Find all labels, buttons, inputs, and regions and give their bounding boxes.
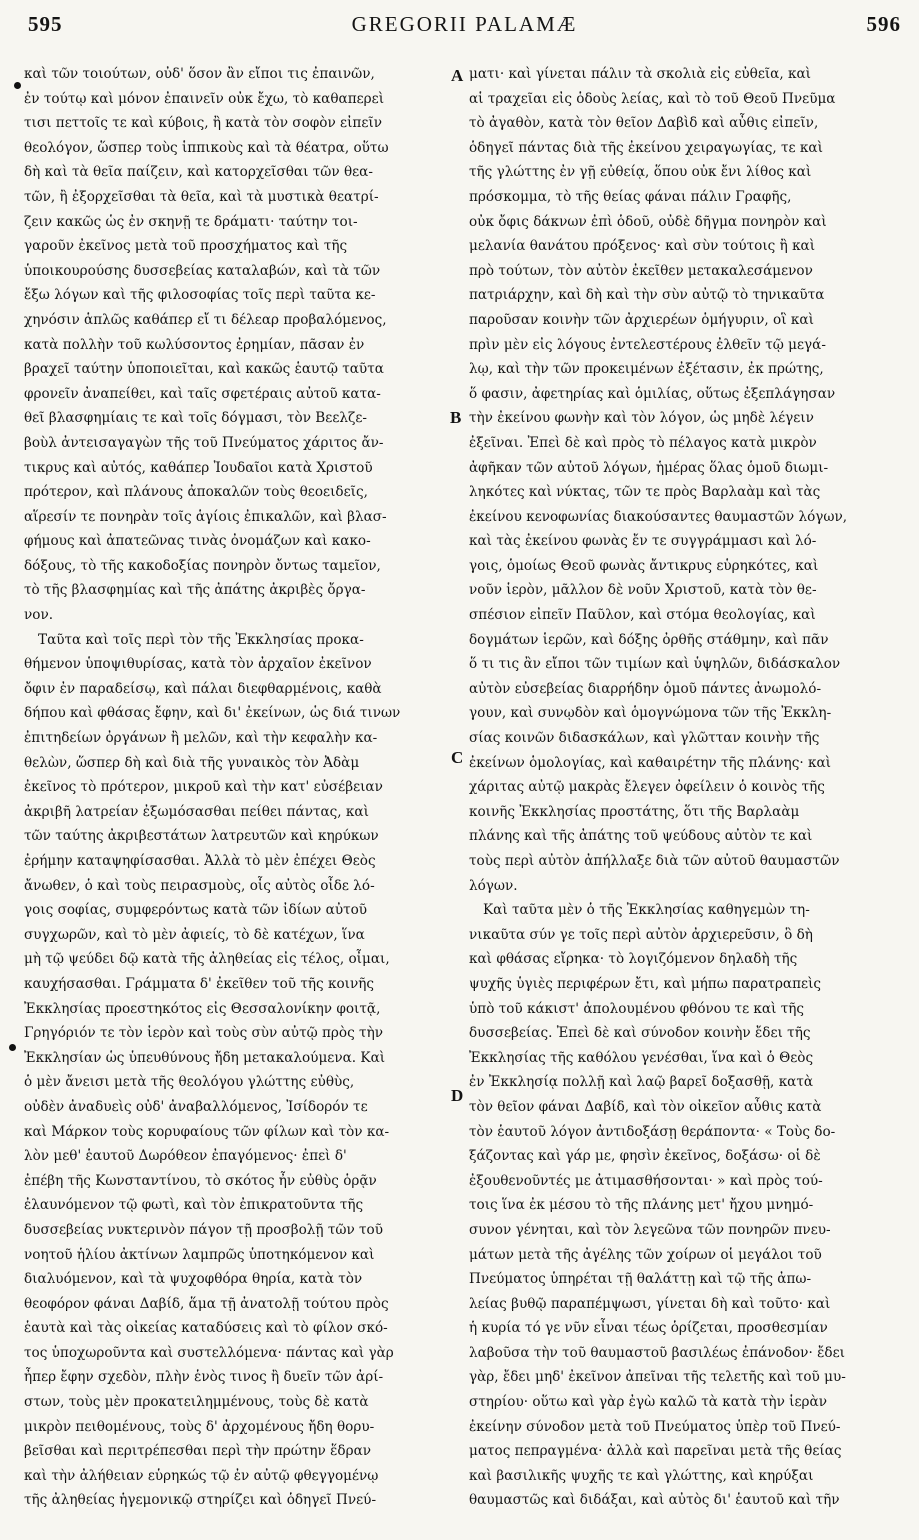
text-line: δόξους, τὸ τῆς κακοδοξίας πονηρὸν ὄντως ταμεῖον,	[24, 557, 381, 574]
text-line: ψυχῆς ὑγιὲς περιφέρων ἔτι, καὶ μήπω παρατραπεὶς	[469, 975, 822, 992]
text-line: θεοφόρον φάναι Δαβίδ, ἅμα τῇ ἀνατολῇ τούτου πρὸς	[24, 1295, 389, 1312]
margin-dot	[14, 82, 21, 89]
page-number-right: 596	[866, 11, 901, 36]
text-line: Γρηγόριόν τε τὸν ἱερὸν καὶ τοὺς σὺν αὐτῷ πρὸς τὴν	[24, 1025, 383, 1042]
text-line: τοις ἵνα ἐκ μέσου τὸ τῆς πλάνης μετ' ἤχου μνημό-	[469, 1197, 814, 1214]
text-line: ἦπερ ἔφην σχεδὸν, πλὴν ἑνὸς τινος ἢ δυεῖν τῶν ἀρί-	[24, 1369, 384, 1386]
page-number-left: 595	[28, 11, 63, 36]
text-line: τὸ τῆς βλασφημίας καὶ τῆς ἀπάτης ἀκριβὲς ὄργα-	[24, 582, 366, 599]
text-line: τικρυς καὶ αὐτός, καθάπερ Ἰουδαῖοι κατὰ Χριστοῦ	[24, 459, 373, 476]
text-line: σίας κοινῶν διδασκάλων, καὶ γλῶτταν κοινὴν τῆς	[469, 730, 820, 747]
page-header	[28, 6, 901, 42]
text-line: ἐκείνων ὁμολογίας, καὶ καθαιρέτην τῆς πλάνης· καὶ	[469, 754, 831, 771]
text-line: παροῦσαν κοινὴν τῶν ἀρχιερέων ὁμήγυριν, οἳ καὶ	[469, 311, 814, 328]
text-line: ὁδηγεῖ πάντας διὰ τῆς ἐκείνου χειραγωγίας, τε καὶ	[469, 139, 823, 156]
text-line: βεῖσθαι καὶ περιτρέπεσθαι περὶ τὴν πρώτην ἕδραν	[24, 1443, 372, 1460]
text-line: δογμάτων ἱερῶν, καὶ δόξης ὀρθῆς στάθμην, καὶ πᾶν	[469, 631, 829, 648]
text-line: τῆς ἀληθείας ἡγεμονικῷ στηρίζει καὶ ὁδηγεῖ Πνεύ-	[24, 1492, 377, 1509]
text-line: ἐξουθενοῦντές με ἀτιμασθήσονται· » καὶ πρὸς τού-	[469, 1172, 823, 1189]
text-line: πρὸ τούτων, τὸν αὐτὸν ἐκεῖθεν μετακαλεσάμενον	[469, 262, 813, 279]
text-line: φρονεῖν ἀναπείθει, καὶ ταῖς σφετέραις αὐτοῦ κατα-	[24, 385, 381, 402]
text-line: Πνεύματος ὑπηρέται τῇ θαλάττῃ καὶ τῷ τῆς ἀπω-	[469, 1271, 812, 1288]
text-line: θεῖ βλασφημίαις τε καὶ τοῖς δόγμασι, τὸν Βεελζε-	[24, 410, 368, 427]
text-line: τῶν ταύτης ἀκριβεστάτων λατρευτῶν καὶ κηρύκων	[24, 828, 379, 845]
text-line: γὰρ, ἔδει μηδ' ἐκεῖνον ἀπεῖναι τῆς τελετῆς καὶ τοῦ μυ-	[469, 1369, 846, 1386]
text-line: ἐκεῖνος τὸ πρότερον, μικροῦ καὶ τὴν κατ' εὐσέβειαν	[24, 779, 383, 796]
text-line: μὴ τῷ ψεύδει δῷ κατὰ τῆς ἀληθείας εἰς τέλος, οἶμαι,	[24, 951, 390, 968]
text-line: λαβοῦσα τὴν τοῦ θαυμαστοῦ βασιλέως ἐπάνοδον· ἔδει	[469, 1344, 845, 1361]
text-line: τισι πεττοῖς τε καὶ κύβοις, ἢ κατὰ τὸν σοφὸν εἰπεῖν	[24, 115, 382, 132]
text-line: ὄφιν ἐν παραδείσῳ, καὶ πάλαι διεφθαρμένοις, καθὰ	[24, 680, 382, 697]
text-line: τῶν, ἢ ἐξορχεῖσθαι τὰ θεῖα, καὶ τὰ μυστικὰ θεατρί-	[24, 188, 379, 205]
text-line: ματος πεπραγμένα· ἀλλὰ καὶ παρεῖναι μετὰ τῆς θείας	[469, 1443, 842, 1460]
text-line: συνον γένηται, καὶ τὸν λεγεῶνα τῶν πονηρῶν πνευ-	[469, 1221, 831, 1238]
text-line: νικαῦτα σύν γε τοῖς περὶ αὐτὸν ἀρχιερεῦσιν, ὃ δὴ	[469, 926, 813, 943]
text-line: λόγων.	[469, 877, 518, 894]
text-line: τὸν θεῖον φάναι Δαβίδ, καὶ τὸν οἰκεῖον αὖθις κατὰ	[469, 1098, 822, 1115]
text-line: μικρὸν πειθομένους, τοὺς δ' ἀρχομένους ἤδη θορυ-	[24, 1418, 375, 1435]
text-line: γοις, ὁμοίως Θεοῦ φωνὰς ἄντικρυς εὑρηκότες, καὶ	[469, 557, 819, 574]
text-line: βοὺλ ἀντεισαγαγὼν τῆς τοῦ Πνεύματος χάριτος ἄν-	[24, 434, 384, 451]
text-line: θήμενον ὑποψιθυρίσας, κατὰ τὸν ἀρχαῖον ἐκεῖνον	[24, 656, 372, 673]
text-line: πρόσκομμα, τὸ τῆς θείας φάναι πάλιν Γραφῆς,	[469, 188, 792, 205]
text-line: ὁ μὲν ἄνεισι μετὰ τῆς θεολόγου γλώττης εὐθὺς,	[24, 1074, 355, 1091]
text-line: Ἐκκλησίαν ὡς ὑπευθύνους ἤδη μετακαλούμενα. Καὶ	[24, 1049, 386, 1066]
section-marker-d: D	[451, 1086, 464, 1105]
section-marker-a: A	[451, 66, 464, 85]
text-line: ὑπὸ τοῦ κάκιστ' ἀπολουμένου φθόνου τε καὶ τῆς	[469, 1000, 805, 1017]
text-line: στων, τοὺς μὲν προκατειλημμένους, τοὺς δὲ κατὰ	[24, 1394, 369, 1411]
text-line: κοινῆς Ἐκκλησίας προστάτης, ὅτι τῆς Βαρλαὰμ	[469, 803, 800, 820]
text-line: ἄνωθεν, ὁ καὶ τοὺς πειρασμοὺς, οἷς αὐτὸς οἶδε λό-	[24, 877, 375, 894]
text-line: χάριτας αὐτῷ μακρὰς ἔλεγεν ὀφείλειν ὁ κοινὸς τῆς	[469, 779, 825, 796]
text-line: νοῦν ἱερὸν, μᾶλλον δὲ νοῦν Χριστοῦ, κατὰ τὸν θε-	[469, 582, 817, 599]
margin-dot	[9, 1044, 16, 1051]
text-line: θαυμαστῶς καὶ διδάξαι, καὶ αὐτὸς δι' ἑαυτοῦ καὶ τῆν	[469, 1492, 840, 1509]
text-line: κατὰ πολλὴν τοῦ κωλύσοντος ἐρημίαν, πᾶσαν ἐν	[24, 336, 365, 353]
text-line: ἐξεῖναι. Ἐπεὶ δὲ καὶ πρὸς τὸ πέλαγος κατὰ μικρὸν	[469, 434, 817, 451]
text-line: χηνόσιν ἁπλῶς καθάπερ εἴ τι δέλεαρ προβαλόμενος,	[24, 311, 387, 328]
text-line: νον.	[24, 607, 54, 624]
text-line: καὶ τὴν ἀλήθειαν εὑρηκώς τῷ ἐν αὐτῷ φθεγγομένῳ	[24, 1467, 379, 1484]
text-line: γοις σοφίας, συμφερόντως κατὰ τῶν ἰδίων αὐτοῦ	[24, 902, 368, 919]
text-line: πλάνης καὶ τῆς ἀπάτης τοῦ ψεύδους αὐτὸν τε καὶ	[469, 828, 813, 845]
text-line: ἡ κυρία τό γε νῦν εἶναι τέως ὁρίζεται, προσθεσμίαν	[469, 1320, 828, 1337]
text-line: γαροῦν ἐκεῖνος μετὰ τοῦ προσχήματος καὶ τῆς	[24, 238, 348, 255]
text-line: Ἐκκλησίας τῆς καθόλου γενέσθαι, ἵνα καὶ ὁ Θεὸς	[469, 1049, 814, 1066]
text-line: ἐκείνου κενοφωνίας διακούσαντες θαυμαστῶν λόγων,	[469, 508, 848, 525]
text-line: τος ὑποχωροῦντα καὶ συστελλόμενα· πάντας καὶ γὰρ	[24, 1344, 394, 1361]
text-line: βραχεῖ ταύτην ὑποποιεῖται, καὶ κακῶς ἑαυτῷ ταῦτα	[24, 361, 384, 378]
text-line: μελανία θανάτου πρόξενος· καὶ σὺν τούτοις ἢ καὶ	[469, 238, 816, 255]
text-line: ζειν κακῶς ὡς ἐν σκηνῇ τε δράματι· ταύτην τοι-	[24, 213, 358, 230]
text-line: θελὼν, ὥσπερ δὴ καὶ διὰ τῆς γυναικὸς τὸν Ἀδὰμ	[24, 754, 360, 771]
text-line: στηρίου· οὕτω καὶ γὰρ ἐγὼ καλῶ τὰ κατὰ τὴν ἱερὰν	[469, 1394, 827, 1411]
text-line: ἔξω λόγων καὶ τῆς φιλοσοφίας τοῖς περὶ ταῦτα κε-	[24, 287, 376, 304]
text-line: πατριάρχην, καὶ δὴ καὶ τὴν σὺν αὐτῷ τὸ τηνικαῦτα	[469, 287, 825, 304]
text-line: αἱ τραχεῖαι εἰς ὁδοὺς λείας, καὶ τὸ τοῦ Θεοῦ Πνεῦμα	[469, 90, 836, 107]
text-line: σπέσιον εἰπεῖν Παῦλον, καὶ στόμα θεολογίας, καὶ	[469, 607, 816, 624]
text-line: λὸν μεθ' ἑαυτοῦ Δωρόθεον ἐπαγόμενος· ἐπεὶ δ'	[24, 1148, 347, 1165]
text-line: ἀφῆκαν τῶν αὐτοῦ λόγων, ἡμέρας ὅλας ὁμοῦ διωμι-	[469, 459, 829, 476]
text-line: τὸν ἑαυτοῦ λόγον ἀντιδοξάσῃ θεράποντα· « Τοὺς δο-	[469, 1123, 836, 1140]
text-line: νοητοῦ ἡλίου ἀκτίνων λαμπρῶς ὑποτηκόμενον καὶ	[24, 1246, 375, 1263]
text-line: πρὶν μὲν εἰς λόγους ἐντελεστέρους ἐλθεῖν τῷ μεγά-	[469, 336, 826, 353]
text-line: Καὶ ταῦτα μὲν ὁ τῆς Ἐκκλησίας καθηγεμὼν τη-	[483, 902, 810, 919]
text-line: ὅ τι τις ἂν εἴποι τῶν τιμίων καὶ ὑψηλῶν, διδάσκαλον	[469, 656, 841, 673]
section-marker-b: B	[450, 408, 462, 427]
text-line: ἐπιτηδείων ὀργάνων ἢ μελῶν, καὶ τὴν κεφαλὴν κα-	[24, 730, 378, 747]
text-line: διαλυόμενον, καὶ τὰ ψυχοφθόρα θηρία, κατὰ τὸν	[24, 1271, 363, 1288]
text-line: τὴν ἐκείνου φωνὴν καὶ τὸν λόγον, ὡς μηδὲ λέγειν	[469, 410, 814, 427]
text-line: ξάζοντας καὶ γάρ με, φησὶν ἐκεῖνος, δοξάσω· οἱ δὲ	[469, 1148, 821, 1165]
text-line: οὐκ ὄφις δάκνων ἐπὶ ὁδοῦ, οὐδὲ δῆγμα πονηρὸν καὶ	[469, 213, 827, 230]
text-line: ἑαυτὰ καὶ τὰς οἰκείας καταδύσεις καὶ τὸ φίλον σκό-	[24, 1320, 388, 1337]
text-line: δυσσεβείας. Ἐπεὶ δὲ καὶ σύνοδον κοινὴν ἔδει τῆς	[469, 1025, 811, 1042]
text-column-left	[24, 62, 447, 1536]
section-marker-c: C	[451, 748, 464, 767]
text-line: λείας βυθῷ παραπέμψωσι, γίνεται δὴ καὶ τοῦτο· καὶ	[469, 1295, 831, 1312]
text-line: καὶ βασιλικῆς ψυχῆς τε καὶ γλώττης, καὶ κηρύξαι	[469, 1467, 814, 1484]
running-title: GREGORII PALAMÆ	[351, 11, 578, 36]
text-line: λῳ, καὶ τὴν τῶν προκειμένων ἐξέτασιν, ἐκ πρώτης,	[469, 361, 824, 378]
text-line: ὅ φασιν, ἀφετηρίας καὶ ὁμιλίας, οὕτως ἐξεπλάγησαν	[469, 385, 836, 402]
text-line: τὸ ἀγαθὸν, κατὰ τὸν θεῖον Δαβὶδ καὶ αὖθις εἰπεῖν,	[469, 115, 819, 132]
text-line: οὐδὲν ἀναδυεὶς οὐδ' ἀναβαλλόμενος, Ἰσίδορόν τε	[24, 1098, 368, 1115]
text-line: θεολόγον, ὥσπερ τοὺς ἱππικοὺς καὶ τὰ θέατρα, οὕτω	[24, 139, 389, 156]
text-line: ἐν τούτῳ καὶ μόνον ἐπαινεῖν οὐκ ἔχω, τὸ καθαπερεὶ	[24, 90, 385, 107]
text-line: φήμους καὶ ἀπατεῶνας τινὰς ὀνομάζων καὶ κακο-	[24, 533, 371, 550]
text-line: ἐκείνην σύνοδον μετὰ τοῦ Πνεύματος ὑπὲρ τοῦ Πνεύ-	[469, 1418, 841, 1435]
text-line: αἵρεσίν τε πονηρὰν τοῖς ἁγίοις ἐπικαλῶν, καὶ βλασ-	[24, 508, 387, 525]
text-line: Ἐκκλησίας προεστηκότος εἰς Θεσσαλονίκην φοιτᾷ,	[24, 1000, 381, 1017]
text-line: τῆς γλώττης ἐν γῇ εὐθείᾳ, ὅπου οὐκ ἔνι λίθος καὶ	[469, 164, 812, 181]
text-line: δυσσεβείας νυκτερινὸν πάγον τῇ προσβολῇ τῶν τοῦ	[24, 1221, 383, 1238]
text-line: γουν, καὶ συνῳδὸν καὶ ὁμογνώμονα τῶν τῆς Ἐκκλη-	[469, 705, 832, 722]
text-line: πρότερον, καὶ πλάνους ἀποκαλῶν τοὺς θεοειδεῖς,	[24, 484, 368, 501]
text-line: δήπου καὶ φθάσας ἔφην, καὶ δι' ἐκείνων, ὡς διά τινων	[24, 705, 401, 722]
text-line: ὑποικουρούσης δυσσεβείας καταλαβών, καὶ τὰ τῶν	[24, 262, 381, 279]
text-line: καὶ τῶν τοιούτων, οὐδ' ὅσον ἂν εἴποι τις ἐπαινῶν,	[24, 66, 375, 82]
text-line: ἐπέβη τῆς Κωνσταντίνου, τὸ σκότος ἦν εὐθὺς ὁρᾷν	[24, 1172, 377, 1189]
text-line: συγχωρῶν, καὶ τὸ μὲν ἀφιείς, τὸ δὲ κατέχων, ἵνα	[24, 926, 365, 943]
text-line: ματι· καὶ γίνεται πάλιν τὰ σκολιὰ εἰς εὐθεῖα, καὶ	[469, 66, 812, 82]
text-line: Ταῦτα καὶ τοῖς περὶ τὸν τῆς Ἐκκλησίας προκα-	[38, 631, 364, 648]
text-line: αὐτὸν εὐσεβείας διαρρήδην ὁμοῦ πάντες ἀνωμολό-	[469, 680, 822, 697]
text-line: καὶ φθάσας εἴρηκα· τὸ λογιζόμενον δηλαδὴ τῆς	[469, 951, 798, 968]
text-column-right	[469, 62, 897, 1536]
text-line: ἐν Ἐκκλησίᾳ πολλῇ καὶ λαῷ βαρεῖ δοξασθῇ, κατὰ	[469, 1074, 814, 1091]
text-line: μάτων μετὰ τῆς ἀγέλης τῶν χοίρων οἱ μεγάλοι τοῦ	[469, 1246, 822, 1263]
text-line: τοὺς περὶ αὐτὸν ἀπήλλαξε διὰ τῶν αὐτοῦ θαυμαστῶν	[469, 853, 840, 869]
text-line: καὶ Μάρκον τοὺς κορυφαίους τῶν φίλων καὶ τὸν κα-	[24, 1123, 390, 1140]
text-line: ἀκριβῆ λατρείαν ἐξωμόσασθαι πείθει πάντας, καὶ	[24, 803, 369, 820]
text-line: ληκότες καὶ νύκτας, τῶν τε πρὸς Βαρλαὰμ καὶ τὰς	[469, 484, 821, 501]
text-line: καυχήσασθαι. Γράμματα δ' ἐκεῖθεν τοῦ τῆς κοινῆς	[24, 975, 375, 992]
text-line: ἐρήμην καταψηφίσασθαι. Ἀλλὰ τὸ μὲν ἐπέχει Θεὸς	[24, 853, 376, 869]
text-line: καὶ τὰς ἐκείνου φωνὰς ἔν τε συγγράμμασι καὶ λό-	[469, 533, 817, 550]
text-line: δὴ καὶ τὰ θεῖα παίζειν, καὶ κατορχεῖσθαι τῶν θεα-	[24, 164, 373, 181]
text-line: ἐλαυνόμενον τῷ φωτὶ, καὶ τὸν ἐπικρατοῦντα τῆς	[24, 1197, 364, 1214]
